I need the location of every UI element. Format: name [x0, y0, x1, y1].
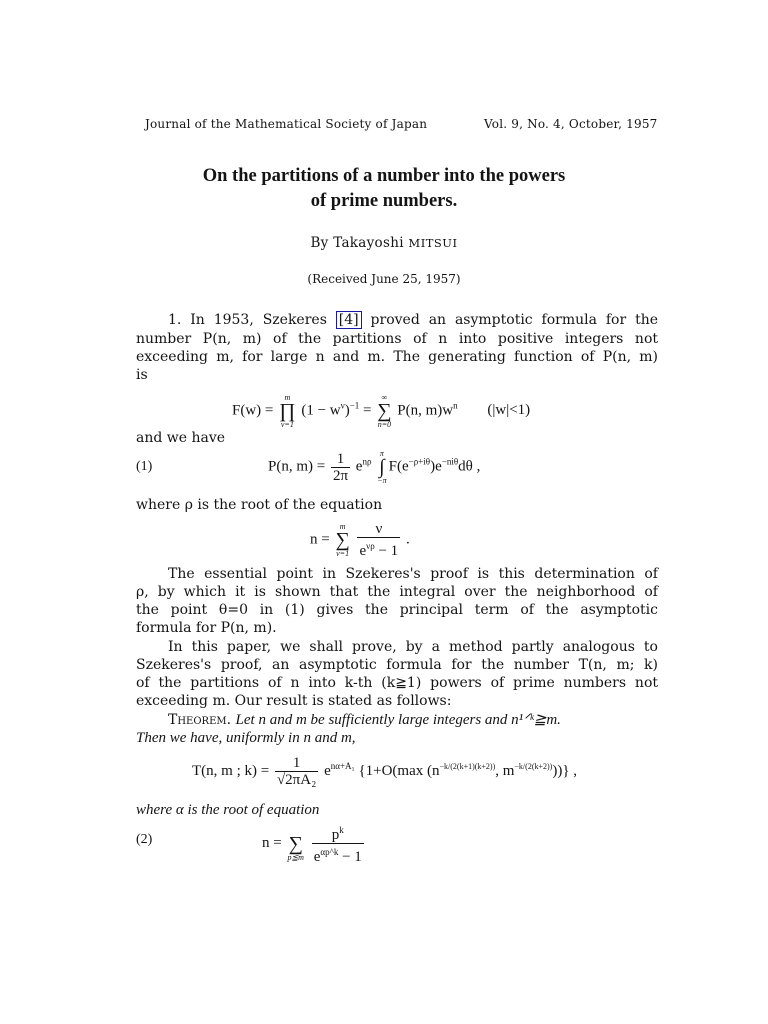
theorem-line-3 [136, 801, 658, 819]
eq1-end: dθ , [458, 458, 481, 475]
eq2-number: (2) [136, 832, 153, 847]
equation-1 [268, 449, 480, 485]
para1-line-2: number P(n, m) of the partitions of n into positive integers not [136, 331, 658, 347]
thm-fraction [275, 755, 318, 788]
equation-2 [262, 822, 366, 865]
theorem-line-2 [136, 729, 658, 747]
eq1-rest2-sup: −niθ [441, 456, 459, 467]
eq1-frac-num: 1 [331, 451, 350, 468]
rho-den-base: e [359, 543, 367, 559]
gen-condition: (|w|<1) [487, 402, 531, 419]
theorem-where: where α is the root of equation [136, 802, 320, 818]
eq1-body-sup: nρ [362, 456, 372, 467]
eq1-lhs: P(n, m) = [268, 458, 326, 475]
eq1-number: (1) [136, 459, 153, 474]
eq2-den-end: − 1 [342, 849, 362, 865]
int-lower: −π [377, 476, 387, 485]
para3-line-4: exceeding m. Our result is stated as follows: [136, 693, 452, 709]
para1-line-6: where ρ is the root of the equation [136, 497, 383, 513]
eq1-rest-sup: −ρ+iθ [408, 456, 431, 467]
eq2-den-sup: αp^k [320, 847, 339, 857]
gen-lhs: F(w) = [232, 402, 274, 419]
rho-den-sup: νρ [366, 541, 375, 551]
para3-line-2: Szekeres's proof, an asymptotic formula for the number T(n, m; k) [136, 657, 658, 673]
gen-mid2-sup: −1 [349, 400, 360, 411]
citation-link[interactable]: [4] [336, 311, 362, 329]
eq2-lhs: n = [262, 834, 282, 851]
int-upper: π [379, 449, 384, 458]
received-date: (Received June 25, 1957) [307, 272, 461, 286]
rho-fraction [357, 521, 400, 559]
prod-lower: ν=1 [280, 420, 294, 429]
eq1-fraction [331, 451, 350, 484]
rho-den-end: − 1 [378, 543, 399, 559]
gen-mid2: ) [344, 402, 350, 419]
eq2-num-base: p [331, 827, 340, 843]
theorem-equation [192, 755, 577, 788]
generating-function-equation [232, 393, 530, 429]
para1-line-3: exceeding m, for large n and m. The generating function of P(n, m) [136, 349, 658, 365]
sum-symbol: ∞ ∑ n=0 [377, 393, 392, 429]
para2-line-3: the point θ=0 in (1) gives the principal term of the asymptotic [136, 602, 658, 618]
sum-upper: ∞ [381, 393, 388, 402]
thm-close: ))} , [552, 762, 578, 779]
eq2-frac-num [312, 822, 364, 844]
thm-bracket: {1+O(max (n [358, 762, 440, 779]
gen-rhs-sup: n [453, 400, 458, 411]
para2-line-1: The essential point in Szekeres's proof is this determination of [168, 566, 658, 582]
eq1-body: e [355, 458, 363, 475]
author-line [0, 235, 768, 251]
integral-symbol: π ∫ −π [377, 449, 387, 485]
paper-title [100, 164, 668, 214]
eq1-frac-den: 2π [332, 467, 349, 484]
thm-e-sup: nα+A₁ [330, 760, 355, 771]
eq2-frac-den [312, 844, 364, 865]
rho-sum-symbol: m ∑ ν=1 [335, 522, 350, 558]
gen-eq: = [363, 402, 372, 419]
title-line-1: On the partitions of a number into the powers [202, 166, 566, 186]
para3-line-3: of the partitions of n into k-th (k≧1) powers of prime numbers not [136, 675, 658, 691]
para1-line-1a: 1. In 1953, Szekeres [168, 312, 327, 328]
theorem-lead: Theorem. [168, 712, 232, 728]
journal-name: Journal of the Mathematical Society of Japan [145, 117, 428, 131]
rho-sum-lower: ν=1 [336, 549, 350, 558]
para3-line-1: In this paper, we shall prove, by a method partly analogous to [168, 639, 658, 655]
eq1-rest2: )e [430, 458, 442, 475]
rho-equation [310, 521, 410, 559]
thm-exp2: −k/(2(k+2)) [514, 761, 553, 771]
para1-line-5: and we have [136, 430, 226, 446]
thm-frac-den: √2πA₂ [276, 772, 317, 788]
rho-end: . [405, 531, 410, 548]
para2-line-2: ρ, by which it is shown that the integral over the neighborhood of [136, 584, 658, 600]
prod-upper: m [284, 393, 291, 402]
rho-lhs: n = [310, 531, 330, 548]
product-symbol: m ∏ ν=1 [279, 393, 296, 429]
thm-exp1: −k/(2(k+1)(k+2)) [439, 761, 496, 771]
eq2-num-sup: k [339, 825, 344, 835]
rho-frac-den [357, 538, 400, 559]
gen-rhs: P(n, m)w [397, 402, 454, 419]
theorem-uniformly: Then we have, uniformly in n and m, [136, 730, 356, 746]
eq2-sum-symbol: ∑ p≦m [287, 832, 304, 862]
gen-mid-sup: ν [340, 400, 345, 411]
thm-lhs: T(n, m ; k) = [192, 762, 270, 779]
theorem-line-1 [168, 711, 658, 729]
sum-lower: n=0 [377, 420, 392, 429]
rho-frac-num: ν [357, 521, 400, 538]
thm-e: e [324, 762, 331, 779]
para2-line-4: formula for P(n, m). [136, 620, 277, 636]
eq2-fraction [312, 822, 364, 865]
rho-sum-upper: m [339, 522, 346, 531]
author-prefix: By Takayoshi [310, 235, 404, 251]
thm-mid: , m [495, 762, 515, 779]
author-surname: MITSUI [408, 236, 458, 250]
title-line-2: of prime numbers. [310, 191, 458, 211]
para1-line-1 [168, 311, 658, 329]
para1-line-1b: proved an asymptotic formula for the [370, 312, 658, 328]
eq2-den-base: e [313, 849, 321, 865]
theorem-statement: Let n and m be sufficiently large integers and n¹ᐟᵏ≧m. [235, 712, 561, 728]
eq1-rest: F(e [388, 458, 409, 475]
para1-line-4: is [136, 367, 148, 383]
thm-frac-num: 1 [275, 755, 318, 772]
volume-info: Vol. 9, No. 4, October, 1957 [484, 117, 658, 131]
eq2-sum-lower: p≦m [287, 852, 304, 862]
gen-mid: (1 − w [301, 402, 341, 419]
